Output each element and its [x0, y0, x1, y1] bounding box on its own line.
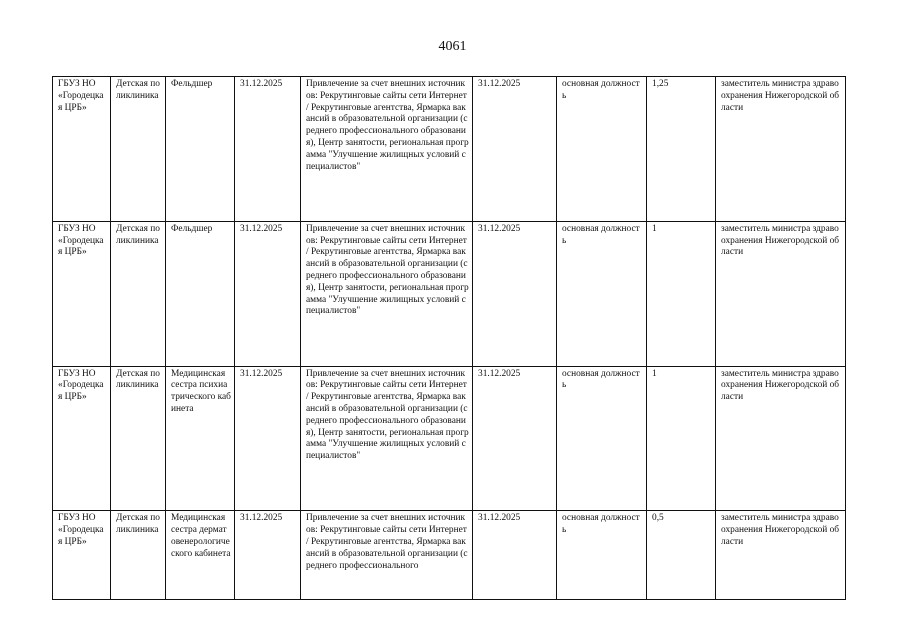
completion-date-cell: 31.12.2025: [473, 366, 557, 511]
department-cell: Детская поликлиника: [111, 511, 166, 600]
table-row: [53, 221, 846, 366]
page-number: 4061: [438, 39, 467, 54]
table-row: [53, 366, 846, 511]
department-cell: Детская поликлиника: [111, 221, 166, 366]
employment-type-cell: основная должность: [557, 221, 647, 366]
measures-cell: Привлечение за счет внешних источников: Рекрутинговые сайты сети Интернет / Рекрутинговые агентства, Ярмарка вакансий в образовательной организации (среднего профессионального: [301, 511, 473, 600]
completion-date-cell: 31.12.2025: [473, 511, 557, 600]
position-cell: Медицинская сестра дерматовенерологического кабинета: [166, 511, 235, 600]
deadline-cell: 31.12.2025: [235, 77, 301, 222]
measures-cell: Привлечение за счет внешних источников: Рекрутинговые сайты сети Интернет / Рекрутинговые агентства, Ярмарка вакансий в образовательной организации (среднего профессионального образования), Центр занятости, региональная программа "Улучшение жилищных условий специалистов": [301, 221, 473, 366]
table-row: [53, 511, 846, 600]
organization-cell: ГБУЗ НО «Городецкая ЦРБ»: [53, 511, 111, 600]
responsible-official-cell: заместитель министра здравоохранения Нижегородской области: [716, 366, 846, 511]
rate-cell: 0,5: [647, 511, 716, 600]
deadline-cell: 31.12.2025: [235, 366, 301, 511]
table-row: [53, 77, 846, 222]
staffing-table: [52, 76, 846, 600]
rate-cell: 1,25: [647, 77, 716, 222]
measures-cell: Привлечение за счет внешних источников: Рекрутинговые сайты сети Интернет / Рекрутинговые агентства, Ярмарка вакансий в образовательной организации (среднего профессионального образования), Центр занятости, региональная программа "Улучшение жилищных условий специалистов": [301, 366, 473, 511]
rate-cell: 1: [647, 221, 716, 366]
completion-date-cell: 31.12.2025: [473, 77, 557, 222]
responsible-official-cell: заместитель министра здравоохранения Нижегородской области: [716, 221, 846, 366]
organization-cell: ГБУЗ НО «Городецкая ЦРБ»: [53, 366, 111, 511]
responsible-official-cell: заместитель министра здравоохранения Нижегородской области: [716, 511, 846, 600]
position-cell: Фельдшер: [166, 77, 235, 222]
organization-cell: ГБУЗ НО «Городецкая ЦРБ»: [53, 77, 111, 222]
department-cell: Детская поликлиника: [111, 77, 166, 222]
rate-cell: 1: [647, 366, 716, 511]
employment-type-cell: основная должность: [557, 77, 647, 222]
employment-type-cell: основная должность: [557, 511, 647, 600]
organization-cell: ГБУЗ НО «Городецкая ЦРБ»: [53, 221, 111, 366]
deadline-cell: 31.12.2025: [235, 511, 301, 600]
position-cell: Фельдшер: [166, 221, 235, 366]
employment-type-cell: основная должность: [557, 366, 647, 511]
position-cell: Медицинская сестра психиатрического кабинета: [166, 366, 235, 511]
deadline-cell: 31.12.2025: [235, 221, 301, 366]
responsible-official-cell: заместитель министра здравоохранения Нижегородской области: [716, 77, 846, 222]
department-cell: Детская поликлиника: [111, 366, 166, 511]
measures-cell: Привлечение за счет внешних источников: Рекрутинговые сайты сети Интернет / Рекрутинговые агентства, Ярмарка вакансий в образовательной организации (среднего профессионального образования), Центр занятости, региональная программа "Улучшение жилищных условий специалистов": [301, 77, 473, 222]
completion-date-cell: 31.12.2025: [473, 221, 557, 366]
